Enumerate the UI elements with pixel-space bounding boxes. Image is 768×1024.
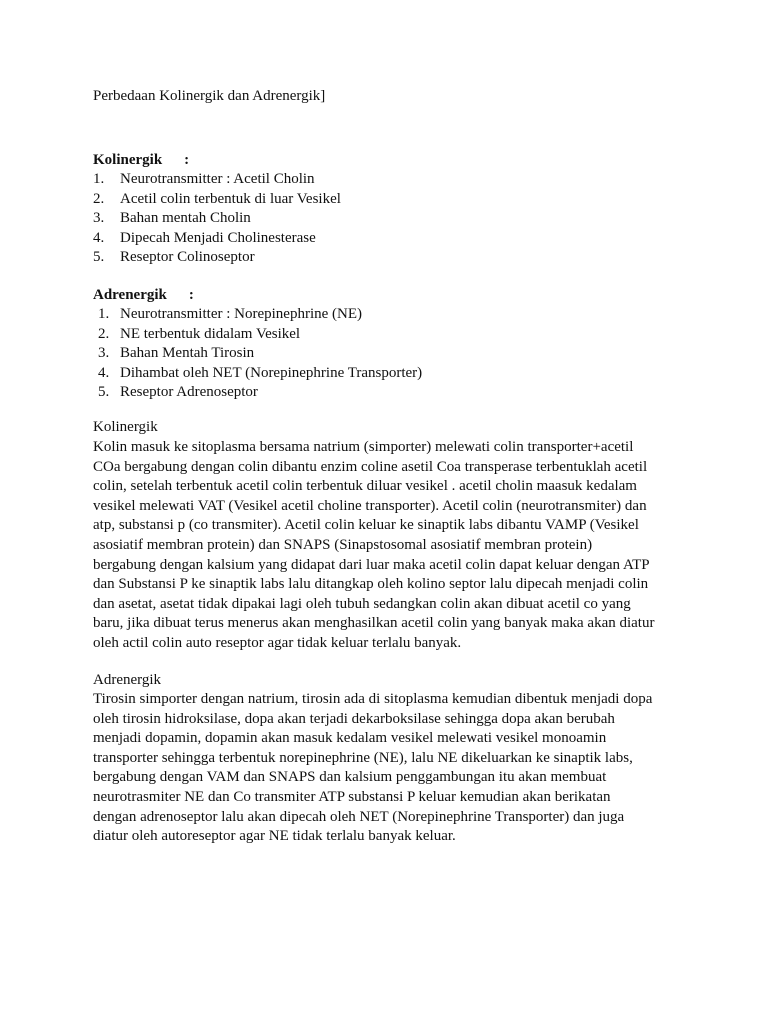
list-item — [93, 383, 683, 403]
document-title: Perbedaan Kolinergik dan Adrenergik] — [93, 88, 326, 104]
paragraph-line: colin, setelah terbentuk acetil colin terbentuk diluar vesikel . acetil cholin maasuk kedalam — [93, 478, 637, 495]
paragraph-line: bergabung dengan kalsium yang didapat dari luar maka acetil colin dapat keluar dengan ATP — [93, 556, 650, 573]
list-item-text: Reseptor Adrenoseptor — [120, 384, 258, 401]
list-item-text: Bahan Mentah Tirosin — [120, 345, 255, 362]
list-item-text: Dihambat oleh NET (Norepinephrine Transporter) — [120, 364, 423, 381]
paragraph-line: dengan adrenoseptor lalu akan dipecah oleh NET (Norepinephrine Transporter) dan juga — [93, 808, 625, 825]
list-item-number: 5. — [98, 384, 110, 401]
paragraph-line: vesikel melewati VAT (Vesikel acetil choline transporter). Acetil colin (neurotransmiter) dan — [93, 497, 647, 514]
kolinergik-heading — [93, 150, 683, 170]
adrenergik-heading-label: Adrenergik — [93, 287, 167, 303]
paragraph-line: diatur oleh autoreseptor agar NE tidak terlalu banyak keluar. — [93, 828, 456, 845]
list-item-number: 3. — [98, 345, 110, 362]
kolinergik-section — [93, 150, 683, 268]
list-item-text: Reseptor Colinoseptor — [120, 249, 255, 266]
paragraph-line: dan asetat, asetat tidak dipakai lagi oleh tubuh sedangkan colin akan dibuat acetil co yang — [93, 595, 631, 612]
paragraph-line: COa bergabung dengan colin dibantu enzim coline asetil Coa transperase terbentuklah acetil — [93, 458, 648, 475]
kolinergik-heading-label: Kolinergik — [93, 152, 163, 168]
adrenergik-paragraph-heading: Adrenergik — [93, 672, 162, 688]
list-item-number: 1. — [98, 306, 110, 322]
list-item — [93, 209, 683, 229]
paragraph-line: asosiatif membran protein) dan SNAPS (Sinapstosomal asosiatif membran protein) — [93, 536, 593, 553]
paragraph-line: Tirosin simporter dengan natrium, tirosin ada di sitoplasma kemudian dibentuk menjadi dopa — [93, 691, 653, 707]
kolinergik-paragraph-body — [93, 438, 683, 654]
list-item-text: Neurotransmitter : Norepinephrine (NE) — [120, 306, 362, 322]
paragraph-line: menjadi dopamin, dopamin akan masuk kedalam vesikel melewati vesikel monoamin — [93, 730, 607, 747]
paragraph-line: Kolin masuk ke sitoplasma bersama natrium (simporter) melewati colin transporter+acetil — [93, 439, 634, 455]
list-item-number: 1. — [93, 171, 105, 187]
list-item — [93, 305, 683, 325]
kolinergik-list — [93, 170, 683, 268]
list-item — [93, 325, 683, 345]
list-item-text: Neurotransmitter : Acetil Cholin — [120, 171, 315, 187]
adrenergik-heading-colon: : — [188, 287, 194, 303]
list-item-number: 2. — [93, 190, 105, 207]
kolinergik-heading-colon: : — [184, 152, 190, 168]
list-item-text: Acetil colin terbentuk di luar Vesikel — [120, 190, 341, 207]
adrenergik-section — [93, 285, 683, 403]
adrenergik-list — [93, 305, 683, 403]
adrenergik-paragraph-body — [93, 690, 683, 847]
paragraph-line: atp, substansi p (co transmiter). Acetil colin keluar ke sinaptik labs dibantu VAMP (Vesikel — [93, 517, 639, 534]
paragraph-line: transporter sehingga terbentuk norepinephrine (NE), lalu NE dikeluarkan ke sinaptik labs, — [93, 749, 633, 766]
list-item — [93, 344, 683, 364]
paragraph-line: neurotrasmiter NE dan Co transmiter ATP substansi P keluar kemudian akan berikatan — [93, 788, 611, 805]
list-item-number: 4. — [98, 364, 110, 381]
list-item — [93, 248, 683, 268]
list-item-number: 4. — [93, 229, 105, 246]
list-item — [93, 190, 683, 210]
paragraph-line: oleh actil colin auto reseptor agar tidak keluar terlalu banyak. — [93, 634, 462, 651]
list-item-number: 2. — [98, 325, 110, 342]
kolinergik-paragraph-heading: Kolinergik — [93, 419, 158, 435]
list-item-text: Dipecah Menjadi Cholinesterase — [120, 229, 316, 246]
list-item — [93, 170, 683, 190]
paragraph-line: baru, jika dibuat terus menerus akan menghasilkan acetil colin yang banyak maka akan diatur — [93, 615, 655, 632]
paragraph-line: oleh tirosin hidroksilase, dopa akan terjadi dekarboksilase sehingga dopa akan berubah — [93, 710, 615, 727]
list-item-number: 5. — [93, 249, 105, 266]
paragraph-line: bergabung dengan VAM dan SNAPS dan kalsium penggambungan itu akan membuat — [93, 769, 607, 786]
paragraph-line: dan Substansi P ke sinaptik labs lalu ditangkap oleh kolino septor lalu dipecah menjadi colin — [93, 576, 649, 593]
list-item-text: NE terbentuk didalam Vesikel — [120, 325, 301, 342]
list-item — [93, 229, 683, 249]
list-item-number: 3. — [93, 210, 105, 227]
list-item — [93, 364, 683, 384]
list-item-text: Bahan mentah Cholin — [120, 210, 251, 227]
adrenergik-heading — [93, 285, 683, 305]
